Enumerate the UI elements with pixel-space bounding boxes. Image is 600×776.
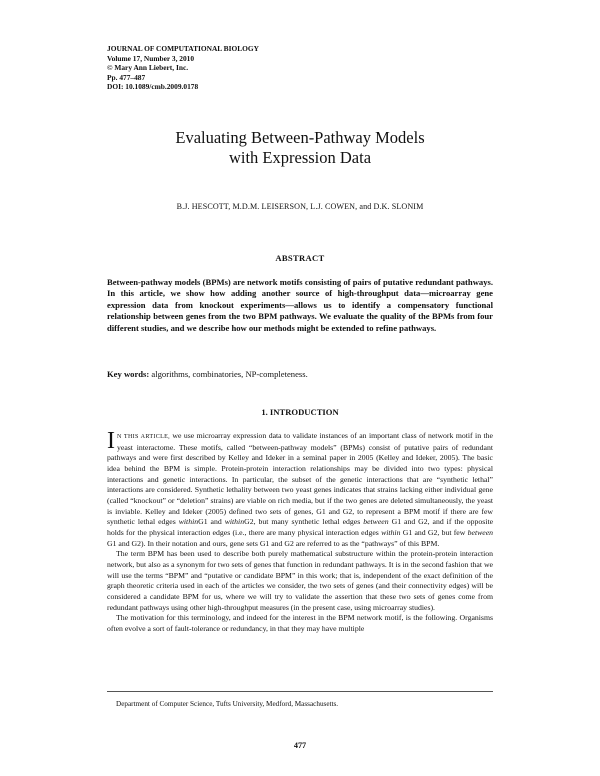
intro-paragraph-2: The term BPM has been used to describe both purely mathematical substructure within the protein-protein interaction network, but also as a synonym for two sets of genes that function in redundant pathways. It is in the second fashion that we will use the terms “BPM” and “putative or candidate BPM” in this work; that is, independent of the exact definition of the graph theoretic criteria used in each of the articles we consider, the two sets of genes (and their connectivity edges) will be considered a candidate BPM for us, where we will try to validate the assertion that these two sets of genes come from redundant pathways using other high-throughput measures (in the present case, using microarray studies). <box>107 549 493 612</box>
journal-name: JOURNAL OF COMPUTATIONAL BIOLOGY <box>107 44 259 53</box>
abstract-heading: ABSTRACT <box>275 253 325 263</box>
emphasis-within: within <box>178 517 199 527</box>
footnote-divider <box>107 691 493 692</box>
journal-header <box>107 44 259 92</box>
title-line-1: Evaluating Between-Pathway Models <box>175 128 425 147</box>
drop-cap: I <box>107 428 115 454</box>
intro-paragraph-1 <box>107 428 494 549</box>
paper-title <box>100 128 500 168</box>
intro-p1-text-f: G1 and G2). In their notation and ours, gene sets G1 and G2 are referred to as the “pathways” of this BPM. <box>107 538 440 548</box>
keywords-label: Key words: <box>107 369 150 379</box>
journal-volume: Volume 17, Number 3, 2010 <box>107 53 195 63</box>
intro-p1-text-b: G1 and <box>198 517 222 527</box>
section-heading: 1. INTRODUCTION <box>261 407 339 417</box>
journal-copyright: © Mary Ann Liebert, Inc. <box>107 63 189 73</box>
keywords-text: algorithms, combinatories, NP-completeness. <box>151 369 308 379</box>
emphasis-within: within <box>381 527 401 537</box>
intro-p1-text-e: G1 and G2, but few <box>402 527 466 537</box>
intro-p1-text-a: we use microarray expression data to validate instances of an important class of network motif in the yeast interactome. These motifs, called “between-pathway models” (BPMs) consist of putative pairs of redundant pathways and were first described by Kelley and Ideker in a seminal paper in 2005 (Kelley and Ideker, 2005). The basic idea behind the BPM is simple. Protein-protein interaction relationships may be divided into two types: physical interactions and genetic interactions. In particular, the subset of the genetic interactions that are “synthetic lethal” interactions are considered. Synthetic lethality between two yeast genes indicates that strains lacking either individual gene (called “knockout” or “deletion” strains) are viable on rich media, but if the two genes are deleted simultaneously, the yeast is inviable. Kelley and Ideker (2005) defined two sets of genes, G1 and G2, to represent a BPM motif if there are few synthetic lethal edges <box>107 431 493 527</box>
intro-p1-text-c: G2, but many synthetic lethal edges <box>244 517 361 527</box>
intro-body <box>107 428 494 634</box>
journal-pages: Pp. 477–487 <box>107 72 146 82</box>
emphasis-between: between <box>363 517 389 527</box>
author-list: B.J. HESCOTT, M.D.M. LEISERSON, L.J. COWEN, and D.K. SLONIM <box>176 202 424 211</box>
small-caps-opening: N THIS ARTICLE, <box>117 434 170 440</box>
affiliation-footnote: Department of Computer Science, Tufts University, Medford, Massachusetts. <box>116 700 339 708</box>
page-number: 477 <box>293 741 307 750</box>
keywords <box>107 369 493 379</box>
intro-paragraph-3: The motivation for this terminology, and indeed for the interest in the BPM network motif, is the following. Organisms often evolve a sort of fault-tolerance or redundancy, in that they may have multiple <box>107 613 493 633</box>
journal-doi: DOI: 10.1089/cmb.2009.0178 <box>107 82 199 92</box>
emphasis-between: between <box>467 527 494 537</box>
abstract-text: Between-pathway models (BPMs) are network motifs consisting of pairs of putative redundant pathways. In this article, we show how adding another source of high-throughput data—microarray gene expression data from knockout experiments—allows us to identify a compensatory functional relationship between genes from the two BPM pathways. We evaluate the quality of the BPMs from four different studies, and we describe how our methods might be extended to refine pathways. <box>107 277 493 333</box>
emphasis-within: within <box>224 517 245 527</box>
title-line-2: with Expression Data <box>228 148 372 167</box>
intro-p1-text-d: G1 and G2, and if the opposite holds for the physical interaction edges (i.e., there are many physical interaction edges <box>107 517 494 537</box>
